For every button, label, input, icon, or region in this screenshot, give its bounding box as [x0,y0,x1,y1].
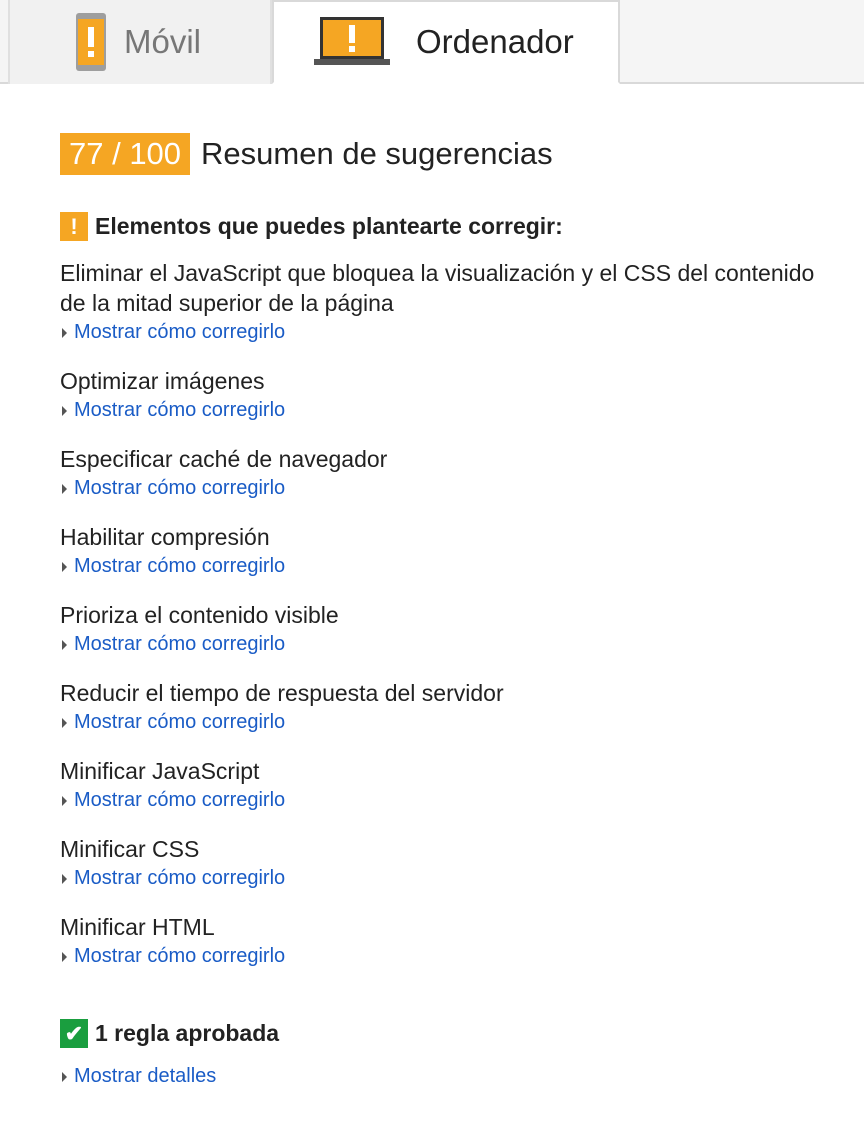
caret-right-icon [62,1072,67,1082]
show-fix-link[interactable]: Mostrar cómo corregirlo [74,633,286,655]
tab-mobile[interactable] [8,0,272,84]
warnings-heading-label: Elementos que puedes plantearte corregir: [95,213,563,239]
rule-title: Especificar caché de navegador [60,446,388,472]
rule-title: Reducir el tiempo de respuesta del servidor [60,680,504,706]
show-fix-link[interactable]: Mostrar cómo corregirlo [74,555,286,577]
phone-warning-icon [76,13,106,71]
rule-item [60,258,820,345]
caret-right-icon [62,640,67,650]
rule-title: Optimizar imágenes [60,368,265,394]
show-fix-link[interactable]: Mostrar cómo corregirlo [74,867,286,889]
tab-desktop[interactable] [272,0,620,84]
caret-right-icon [62,874,67,884]
laptop-warning-icon [314,17,390,67]
show-fix-toggle[interactable] [60,943,820,969]
show-fix-link[interactable]: Mostrar cómo corregirlo [74,321,286,343]
caret-right-icon [62,952,67,962]
rule-title: Eliminar el JavaScript que bloquea la visualización y el CSS del contenido de la mitad superior de la página [60,260,815,316]
rule-title: Minificar CSS [60,836,200,862]
summary-header [60,133,553,175]
show-fix-link[interactable]: Mostrar cómo corregirlo [74,789,286,811]
passed-heading-label: 1 regla aprobada [95,1020,280,1046]
show-fix-link[interactable]: Mostrar cómo corregirlo [74,399,286,421]
passed-heading [60,1019,279,1048]
show-fix-toggle[interactable] [60,865,820,891]
show-fix-toggle[interactable] [60,319,820,345]
show-details-link[interactable]: Mostrar detalles [74,1065,217,1087]
rule-item [60,600,820,657]
show-fix-toggle[interactable] [60,709,820,735]
rule-item [60,912,820,969]
caret-right-icon [62,562,67,572]
rule-item [60,444,820,501]
tab-desktop-label: Ordenador [416,23,574,60]
rule-item [60,522,820,579]
show-fix-link[interactable]: Mostrar cómo corregirlo [74,477,286,499]
show-fix-link[interactable]: Mostrar cómo corregirlo [74,711,286,733]
checkmark-icon: ✔ [60,1019,88,1048]
show-fix-link[interactable]: Mostrar cómo corregirlo [74,945,286,967]
caret-right-icon [62,328,67,338]
show-details-toggle[interactable] [60,1063,216,1089]
caret-right-icon [62,406,67,416]
rule-title: Minificar JavaScript [60,758,260,784]
rule-item [60,366,820,423]
caret-right-icon [62,796,67,806]
show-fix-toggle[interactable] [60,397,820,423]
rule-title: Minificar HTML [60,914,215,940]
summary-title: Resumen de sugerencias [201,136,553,171]
rule-item [60,678,820,735]
show-fix-toggle[interactable] [60,631,820,657]
caret-right-icon [62,718,67,728]
rule-item [60,834,820,891]
score-badge: 77 / 100 [60,133,190,175]
warning-icon: ! [60,212,88,241]
show-fix-toggle[interactable] [60,553,820,579]
show-fix-toggle[interactable] [60,787,820,813]
rule-title: Prioriza el contenido visible [60,602,339,628]
device-tab-bar [0,0,864,84]
rule-item [60,756,820,813]
caret-right-icon [62,484,67,494]
warnings-heading [60,212,563,241]
rule-title: Habilitar compresión [60,524,270,550]
tab-mobile-label: Móvil [124,23,202,60]
show-fix-toggle[interactable] [60,475,820,501]
